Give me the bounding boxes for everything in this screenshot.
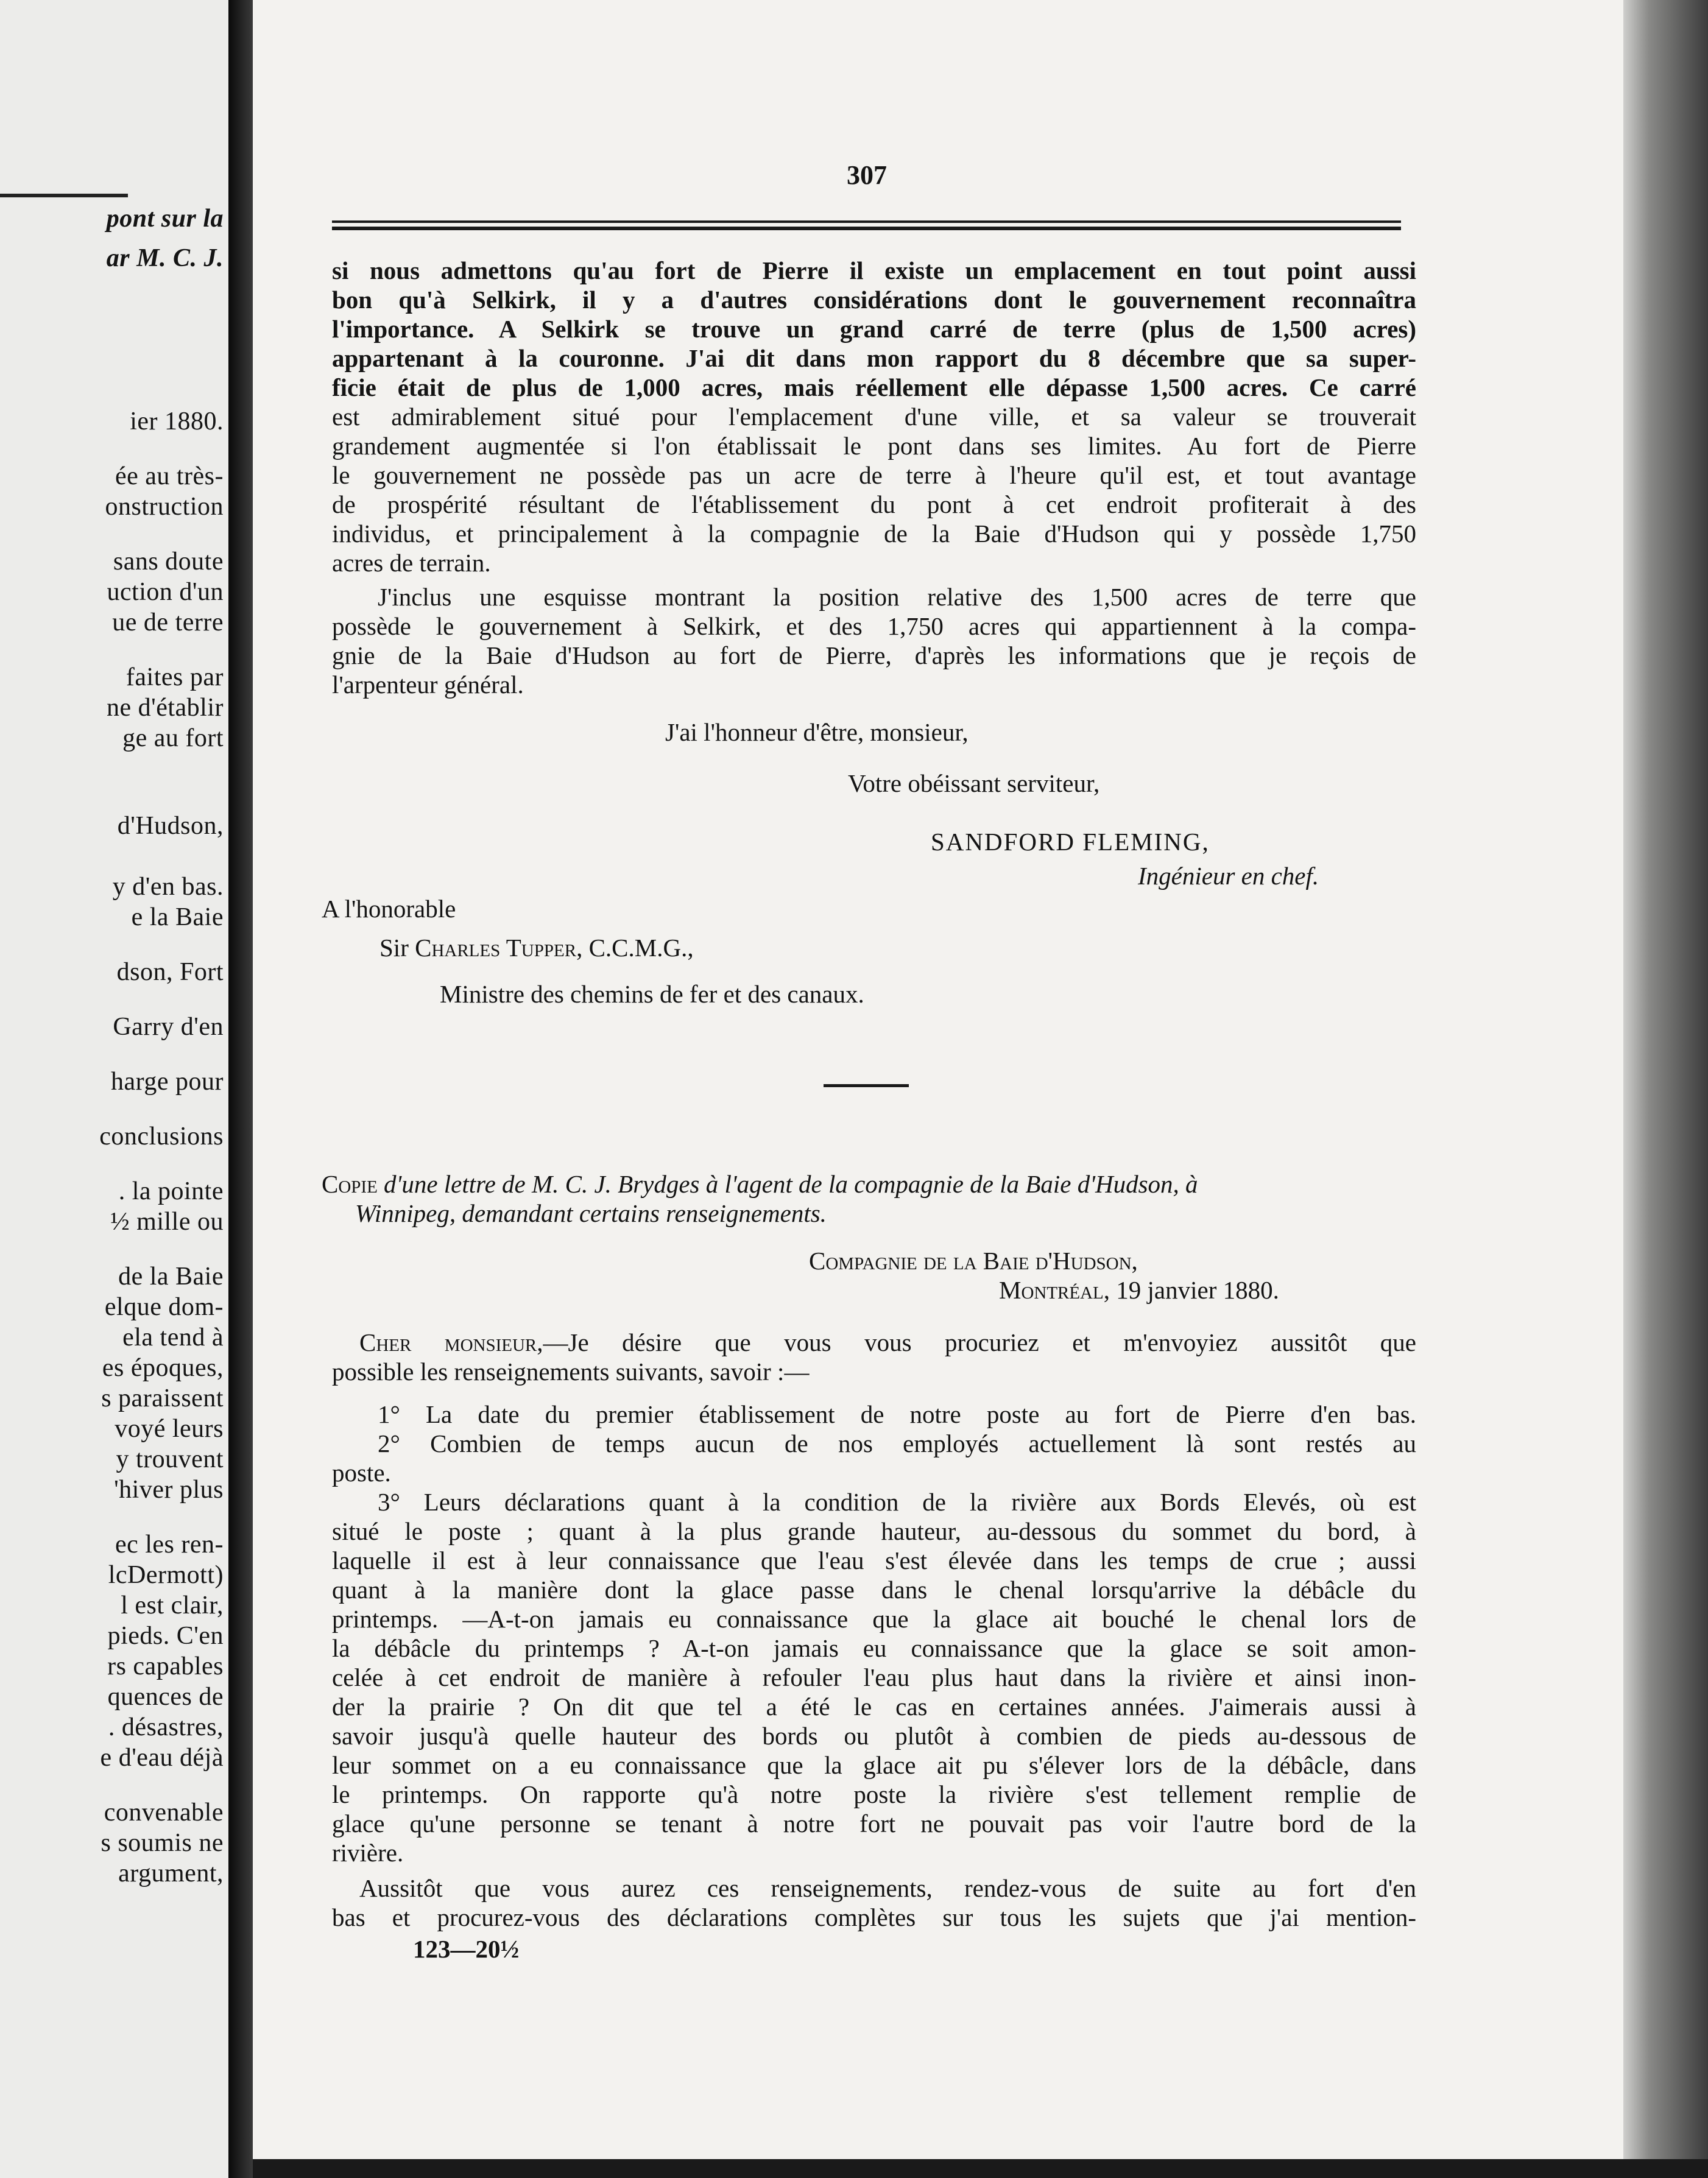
- left-page-line: faites par: [125, 663, 224, 691]
- text-line: bas et procurez-vous des déclarations complètes sur tous les sujets que j'ai mention-: [332, 1903, 1416, 1931]
- text-line: gnie de la Baie d'Hudson au fort de Pierre, d'après les informations que je reçois de: [332, 641, 1416, 669]
- left-page-line: Garry d'en: [113, 1013, 224, 1041]
- left-page-line: ue de terre: [112, 608, 224, 636]
- left-page-line: sans doute: [113, 548, 224, 576]
- gutter-shadow: [228, 0, 253, 2178]
- letterhead-company: Compagnie de la Baie d'Hudson,: [809, 1247, 1138, 1275]
- left-page-line: ge au fort: [122, 724, 224, 752]
- text-line: Aussitôt que vous aurez ces renseignements, rendez-vous de suite au fort d'en: [359, 1874, 1416, 1902]
- text-line: quant à la manière dont la glace passe dans le chenal lorsqu'arrive la débâcle du: [332, 1576, 1416, 1604]
- text-line: der la prairie ? On dit que tel a été le cas en certaines années. J'aimerais aussi à: [332, 1693, 1416, 1721]
- page-edge: [1623, 0, 1708, 2178]
- left-page-line: lcDermott): [108, 1561, 224, 1589]
- text-line: poste.: [332, 1459, 391, 1487]
- left-page-line: ela tend à: [122, 1323, 224, 1352]
- address-to: A l'honorable: [322, 895, 456, 923]
- text-line: si nous admettons qu'au fort de Pierre il existe un emplacement en tout point aussi: [332, 256, 1416, 284]
- text-line: la débâcle du printemps ? A-t-on jamais eu connaissance que la glace se soit amon-: [332, 1634, 1416, 1662]
- signature-mark: 123—20½: [413, 1935, 520, 1963]
- section-divider: [824, 1084, 909, 1087]
- left-page-line: ar M. C. J.: [106, 244, 224, 272]
- left-page-line: quences de: [107, 1683, 224, 1711]
- list-item: 3° Leurs déclarations quant à la condition de la rivière aux Bords Elevés, où est: [378, 1488, 1416, 1516]
- text-line: possède le gouvernement à Selkirk, et des 1,750 acres qui appartiennent à la compa-: [332, 612, 1416, 640]
- left-page-line: ée au très-: [115, 462, 224, 490]
- left-page-line: argument,: [118, 1859, 224, 1887]
- text-line: acres de terrain.: [332, 549, 491, 577]
- left-page-line: rs capables: [107, 1652, 224, 1680]
- text-line: l'arpenteur général.: [332, 671, 524, 699]
- text-line: situé le poste ; quant à la plus grande hauteur, au-dessous du sommet du bord, à: [332, 1517, 1416, 1545]
- text-line: ficie était de plus de 1,000 acres, mais réellement elle dépasse 1,500 acres. Ce carré: [332, 373, 1416, 401]
- text-line: est admirablement situé pour l'emplacement d'une ville, et sa valeur se trouverait: [332, 403, 1416, 431]
- left-page-line: convenable: [104, 1799, 224, 1827]
- left-page-line: ½ mille ou: [110, 1208, 224, 1236]
- left-page-line: ne d'établir: [107, 694, 224, 722]
- copy-heading-line1: Copie d'une lettre de M. C. J. Brydges à l'agent de la compagnie de la Baie d'Hudson, à: [322, 1170, 1198, 1198]
- text-line: bon qu'à Selkirk, il y a d'autres considérations dont le gouvernement reconnaîtra: [332, 286, 1416, 314]
- header-rule-top: [332, 220, 1401, 223]
- left-page-rule: [0, 194, 128, 197]
- text-line: leur sommet on a eu connaissance que la glace ait pu s'élever lors de la débâcle, dans: [332, 1751, 1416, 1779]
- address-role: Ministre des chemins de fer et des canaux.: [440, 980, 864, 1008]
- left-page-line: e la Baie: [131, 903, 224, 931]
- signatory-name: SANDFORD FLEMING,: [931, 828, 1210, 856]
- signatory-title: Ingénieur en chef.: [1138, 862, 1319, 890]
- left-page-line: e d'eau déjà: [100, 1744, 224, 1772]
- text-line: printemps. —A-t-on jamais eu connaissance que la glace ait bouché le chenal lors de: [332, 1605, 1416, 1633]
- left-page-line: pieds. C'en: [107, 1622, 224, 1650]
- left-page-line: . désastres,: [108, 1713, 224, 1741]
- closing-servant: Votre obéissant serviteur,: [848, 769, 1100, 797]
- page-number: 307: [847, 160, 887, 190]
- left-page-line: elque dom-: [104, 1293, 224, 1321]
- left-page-line: d'Hudson,: [117, 812, 224, 840]
- text-line: de prospérité résultant de l'établissement du pont à cet endroit profiterait à des: [332, 490, 1416, 518]
- text-line: grandement augmentée si l'on établissait le pont dans ses limites. Au fort de Pierre: [332, 432, 1416, 460]
- text-line: possible les renseignements suivants, savoir :—: [332, 1358, 810, 1386]
- left-page-line: harge pour: [111, 1068, 224, 1096]
- text-line: individus, et principalement à la compagnie de la Baie d'Hudson qui y possède 1,750: [332, 520, 1416, 548]
- address-name: Sir Charles Tupper, C.C.M.G.,: [379, 934, 694, 962]
- left-page-line: onstruction: [105, 493, 224, 521]
- left-page-line: conclusions: [99, 1122, 224, 1151]
- text-line: l'importance. A Selkirk se trouve un grand carré de terre (plus de 1,500 acres): [332, 315, 1416, 343]
- left-page-line: l est clair,: [121, 1591, 224, 1619]
- left-facing-page: [0, 0, 228, 2178]
- text-line: rivière.: [332, 1839, 404, 1867]
- left-page-line: dson, Fort: [116, 958, 224, 986]
- text-line: savoir jusqu'à quelle hauteur des bords ou plutôt à combien de pieds au-dessous de: [332, 1722, 1416, 1750]
- text-line: celée à cet endroit de manière à refouler l'eau plus haut dans la rivière et ainsi inon-: [332, 1663, 1416, 1691]
- text-line: laquelle il est à leur connaissance que l'eau s'est élevée dans les temps de crue ; aussi: [332, 1546, 1416, 1574]
- letter-salutation-line: Cher monsieur,—Je désire que vous vous procuriez et m'envoyiez aussitôt que: [359, 1328, 1417, 1356]
- letterhead-date: Montréal, 19 janvier 1880.: [999, 1276, 1279, 1304]
- text-line: appartenant à la couronne. J'ai dit dans mon rapport du 8 décembre que sa super-: [332, 344, 1416, 372]
- copy-heading-line2: Winnipeg, demandant certains renseignements.: [355, 1199, 827, 1227]
- text-line: le printemps. On rapporte qu'à notre poste la rivière s'est tellement remplie de: [332, 1780, 1416, 1808]
- left-page-line: de la Baie: [118, 1263, 224, 1291]
- header-rule-bottom: [332, 227, 1401, 230]
- left-page-line: pont sur la: [106, 205, 224, 233]
- text-line: J'inclus une esquisse montrant la position relative des 1,500 acres de terre que: [378, 583, 1416, 611]
- left-page-line: . la pointe: [118, 1177, 224, 1205]
- closing-honor: J'ai l'honneur d'être, monsieur,: [665, 718, 969, 746]
- left-page-line: y d'en bas.: [112, 873, 224, 901]
- left-page-line: es époques,: [102, 1354, 224, 1382]
- left-page-line: ier 1880.: [130, 407, 224, 435]
- left-page-line: s paraissent: [101, 1384, 224, 1412]
- left-page-line: uction d'un: [107, 578, 224, 606]
- text-line: glace qu'une personne se tenant à notre fort ne pouvait pas voir l'autre bord de la: [332, 1810, 1416, 1838]
- left-page-line: y trouvent: [116, 1445, 224, 1473]
- left-page-line: 'hiver plus: [114, 1476, 224, 1504]
- left-page-line: s soumis ne: [101, 1829, 224, 1857]
- left-page-line: ec les ren-: [115, 1531, 224, 1559]
- list-item: 2° Combien de temps aucun de nos employés actuellement là sont restés au: [378, 1429, 1416, 1457]
- bottom-shadow: [253, 2159, 1708, 2178]
- list-item: 1° La date du premier établissement de notre poste au fort de Pierre d'en bas.: [378, 1400, 1416, 1428]
- left-page-line: voyé leurs: [115, 1415, 224, 1443]
- text-line: le gouvernement ne possède pas un acre de terre à l'heure qu'il est, et tout avantage: [332, 461, 1416, 489]
